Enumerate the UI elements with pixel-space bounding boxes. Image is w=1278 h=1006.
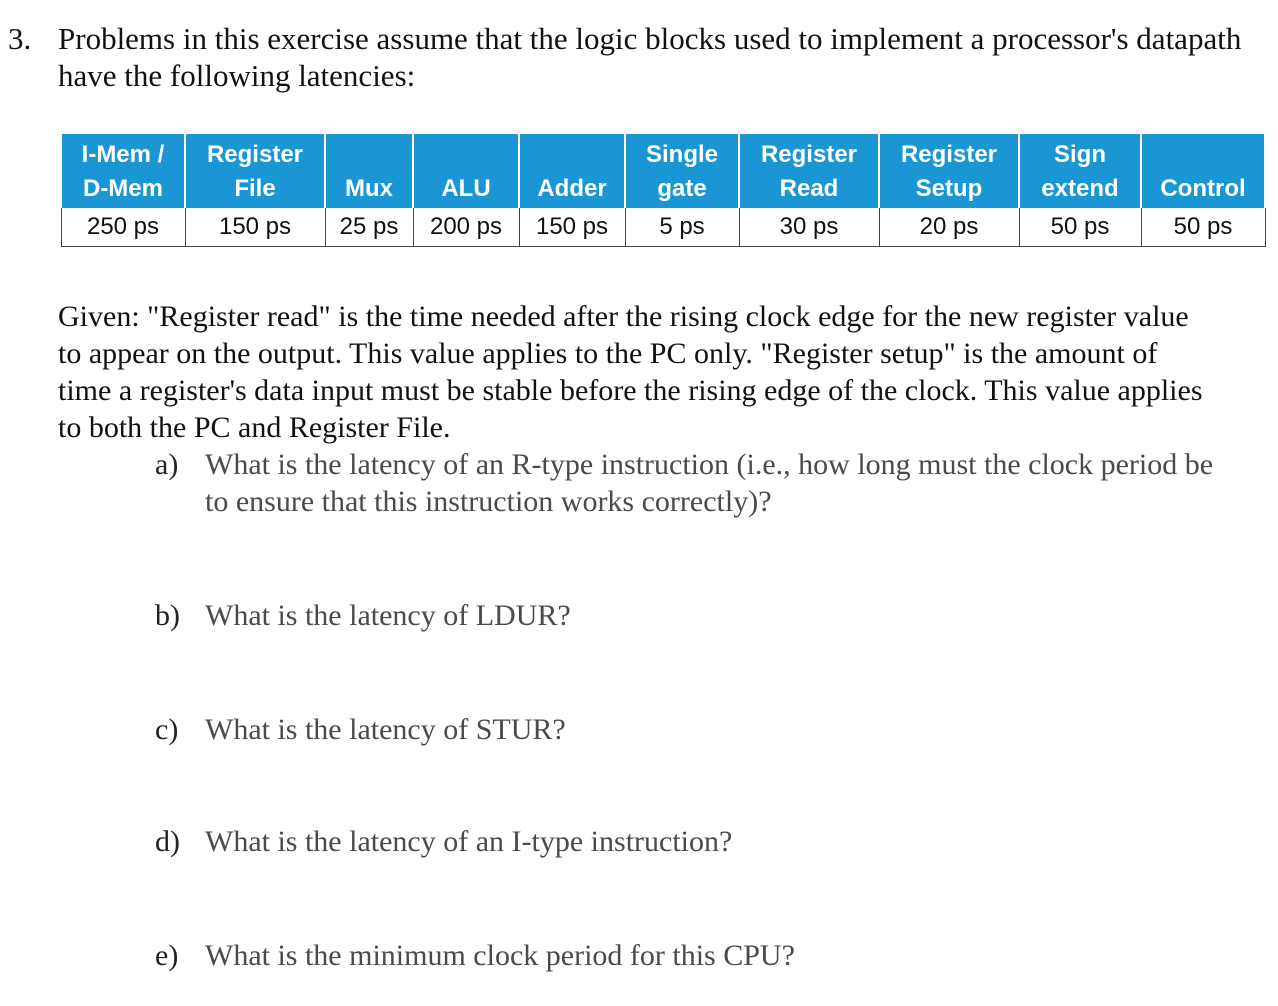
question-letter: a) <box>155 448 179 481</box>
header-imem-dmem: I-Mem / D-Mem <box>61 134 185 207</box>
header-register-setup: Register Setup <box>879 134 1019 207</box>
header-register-file: Register File <box>185 134 325 207</box>
question-letter: c) <box>155 713 179 746</box>
value-register-read: 30 ps <box>739 207 879 247</box>
question-letter: e) <box>155 939 179 972</box>
value-sign-extend: 50 ps <box>1019 207 1141 247</box>
value-register-file: 150 ps <box>185 207 325 247</box>
value-imem-dmem: 250 ps <box>61 207 185 247</box>
value-register-setup: 20 ps <box>879 207 1019 247</box>
value-single-gate: 5 ps <box>625 207 739 247</box>
value-alu: 200 ps <box>413 207 519 247</box>
question-text: What is the latency of STUR? <box>205 713 566 746</box>
value-adder: 150 ps <box>519 207 625 247</box>
question-a <box>155 446 1215 520</box>
header-single-gate: Single gate <box>625 134 739 207</box>
question-d <box>155 823 1215 860</box>
question-text: What is the minimum clock period for this CPU? <box>205 939 795 972</box>
question-letter: d) <box>155 825 180 858</box>
problem-text: Problems in this exercise assume that the logic blocks used to implement a processor's datapath have the following latencies: <box>58 21 1242 93</box>
question-e <box>155 937 1215 974</box>
given-paragraph: Given: "Register read" is the time needed after the rising clock edge for the new register value to appear on the output. This value applies to the PC only. "Register setup" is the amount of time a register's data input must be stable before the rising edge of the clock. This value applies to both the PC and Register File. <box>58 300 1203 444</box>
latency-table-header <box>61 134 1265 207</box>
header-mux: Mux <box>325 134 413 207</box>
latency-table <box>60 134 1266 247</box>
question-letter: b) <box>155 599 180 632</box>
header-control: Control <box>1141 134 1265 207</box>
question-b <box>155 597 1215 634</box>
value-mux: 25 ps <box>325 207 413 247</box>
question-text: What is the latency of LDUR? <box>205 599 571 632</box>
value-control: 50 ps <box>1141 207 1265 247</box>
header-adder: Adder <box>519 134 625 207</box>
problem-number: 3. <box>8 21 32 56</box>
question-text: What is the latency of an R-type instruction (i.e., how long must the clock period be to ensure that this instruction works correctly)? <box>205 448 1214 518</box>
question-c <box>155 711 1215 748</box>
header-register-read: Register Read <box>739 134 879 207</box>
header-sign-extend: Sign extend <box>1019 134 1141 207</box>
latency-table-row <box>61 207 1265 247</box>
header-alu: ALU <box>413 134 519 207</box>
problem-statement <box>8 20 1258 94</box>
question-text: What is the latency of an I-type instruction? <box>205 825 733 858</box>
